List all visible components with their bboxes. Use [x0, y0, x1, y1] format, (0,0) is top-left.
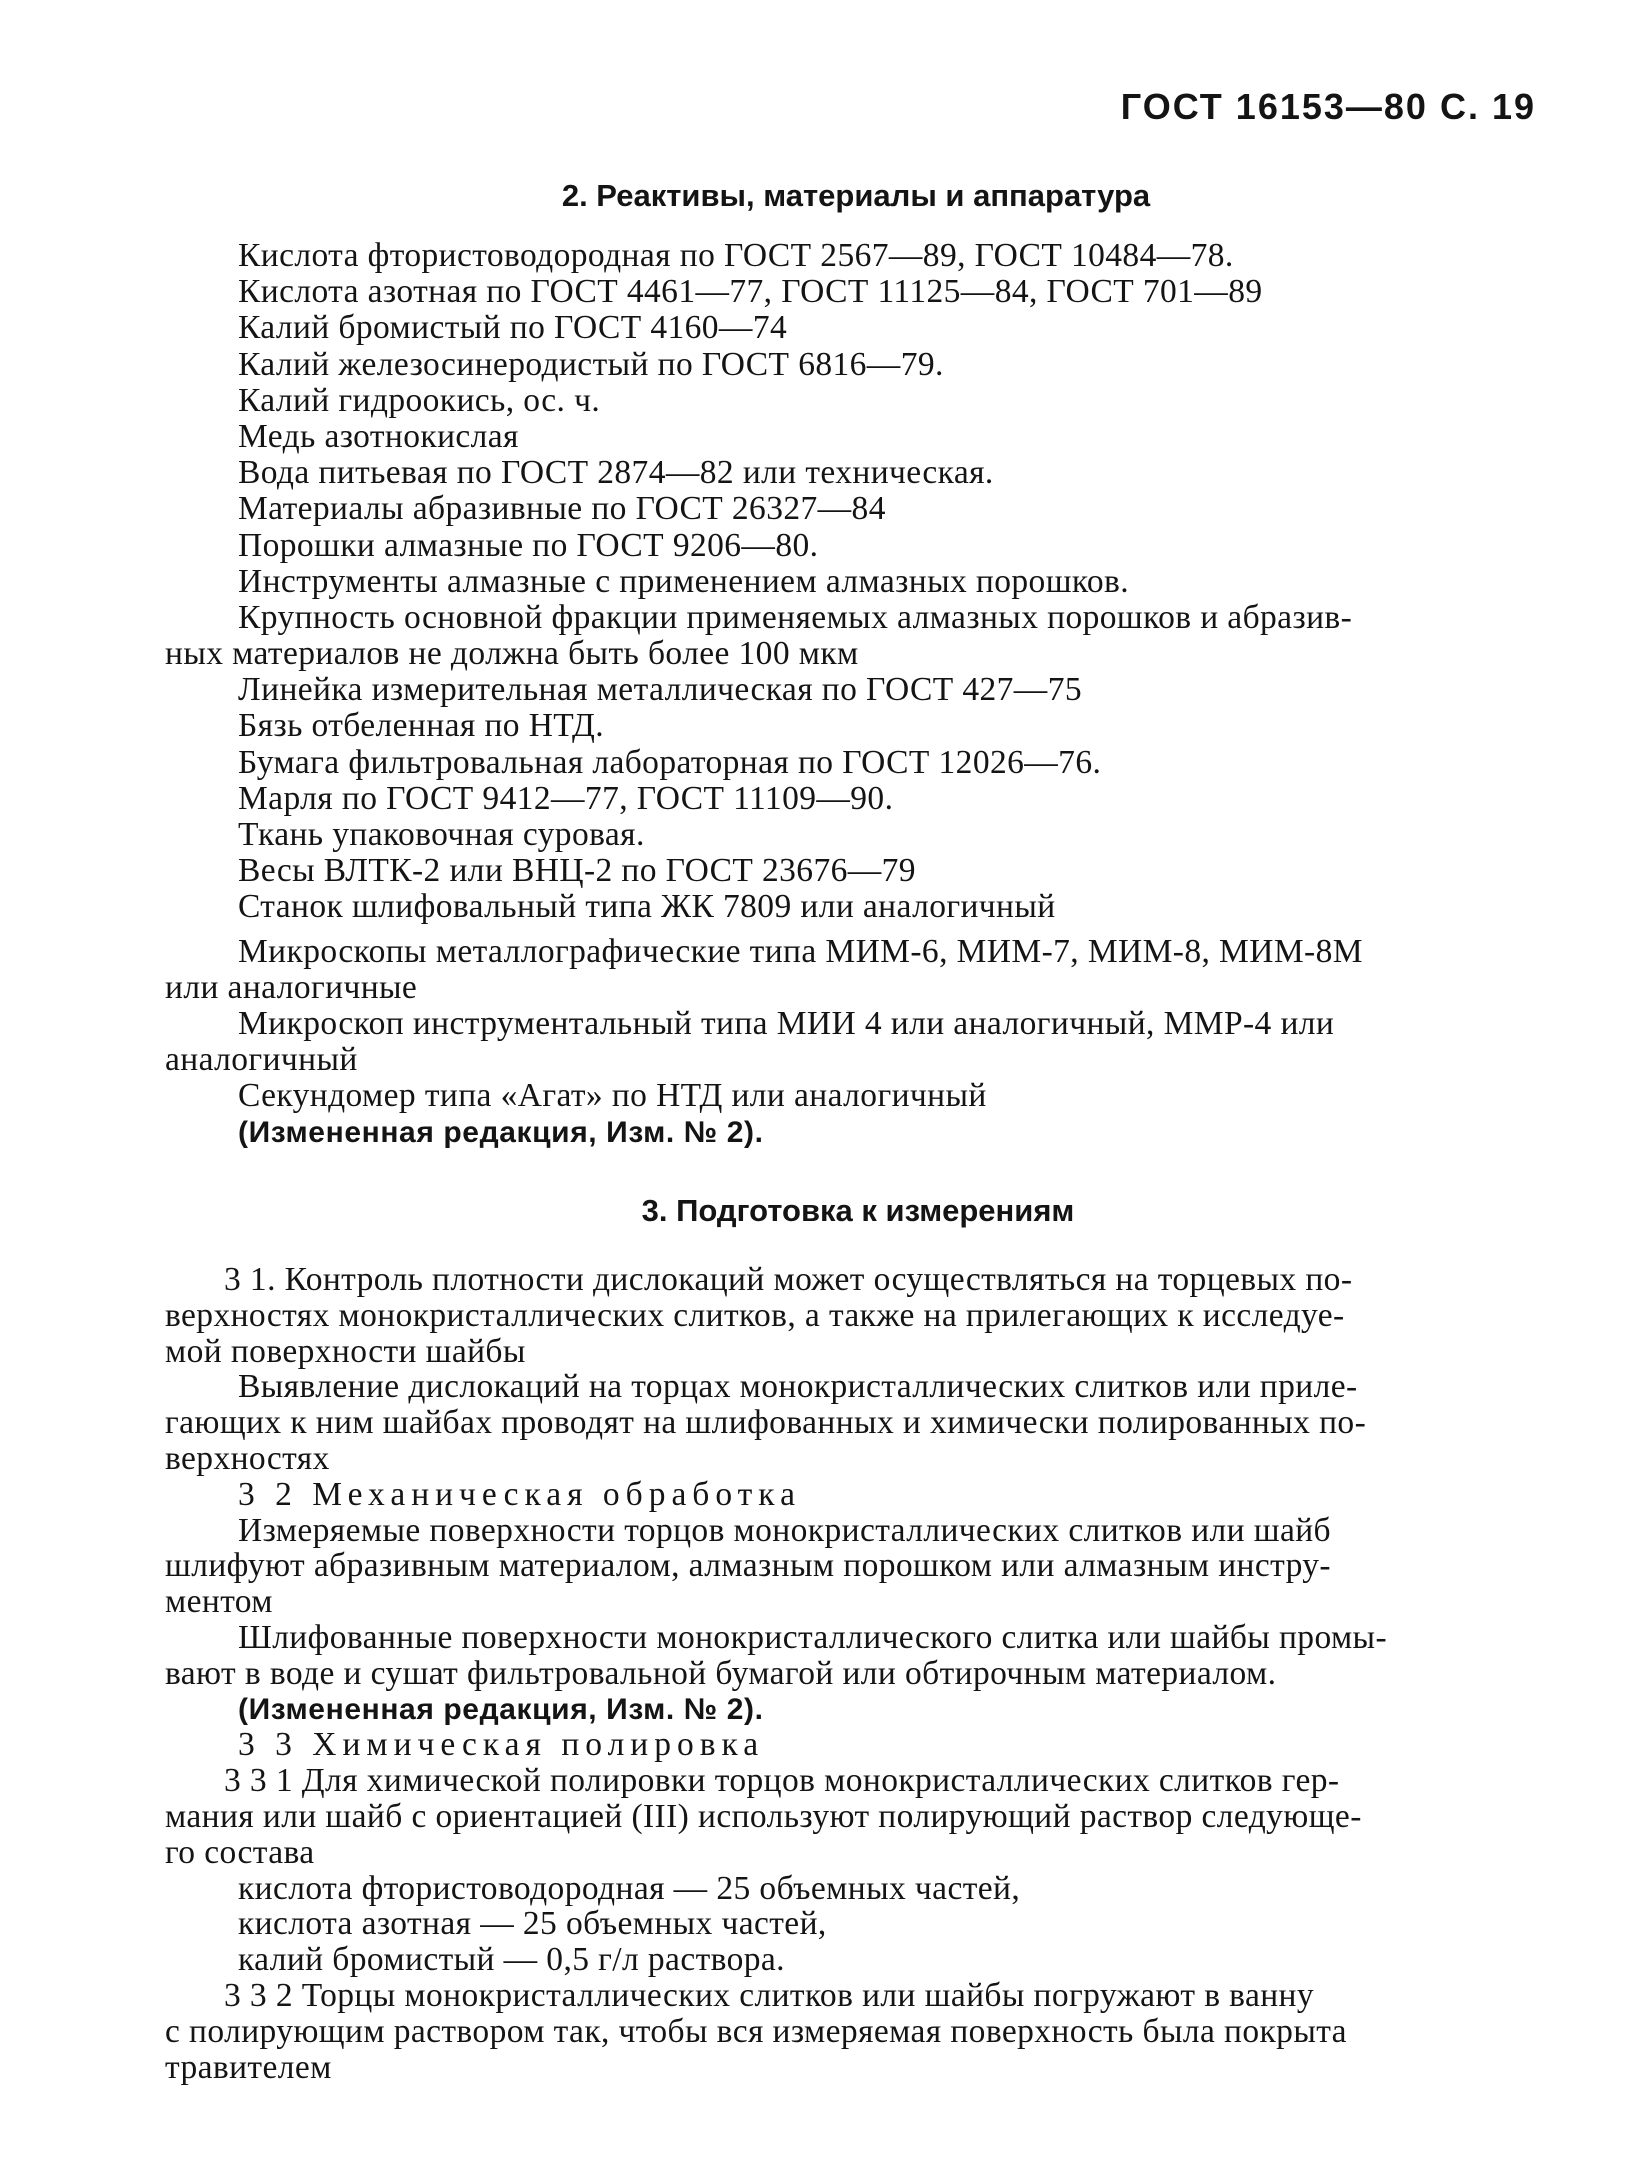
list-item: Кислота фтористоводородная по ГОСТ 2567—89, ГОСТ 10484—78. — [238, 237, 1234, 274]
list-item: Линейка измерительная металлическая по ГОСТ 427—75 — [238, 671, 1083, 709]
paragraph-3-2-line: шлифуют абразивным материалом, алмазным порошком или алмазным инстру- — [165, 1547, 1331, 1585]
list-item: Кислота азотная по ГОСТ 4461—77, ГОСТ 11125—84, ГОСТ 701—89 — [238, 273, 1263, 311]
section-3-title: 3. Подготовка к измерениям — [641, 1193, 1075, 1228]
section-3-body — [165, 1262, 1545, 2085]
list-item: Порошки алмазные по ГОСТ 9206—80. — [238, 526, 819, 564]
list-item: Инструменты алмазные с применением алмазных порошков. — [238, 562, 1130, 600]
page-header-standard: ГОСТ 16153—80 С. 19 — [1120, 86, 1536, 127]
list-item: Станок шлифовальный типа ЖК 7809 или аналогичный — [238, 888, 1056, 926]
list-item: Марля по ГОСТ 9412—77, ГОСТ 11109—90. — [238, 779, 894, 817]
paragraph-3-1-line: 3 1. Контроль плотности дислокаций может осуществляться на торцевых по- — [224, 1261, 1353, 1298]
list-item: Калий гидроокись, ос. ч. — [238, 381, 601, 419]
paragraph-3-3-2-line: 3 3 2 Торцы монокристаллических слитков или шайбы погружают в ванну — [224, 1976, 1315, 2014]
microscopes-line-1: Микроскопы металлографические типа МИМ-6, МИМ-7, МИМ-8, МИМ-8М — [238, 932, 1363, 970]
microscope-line-1: Микроскоп инструментальный типа МИИ 4 или аналогичный, ММР-4 или — [238, 1004, 1335, 1042]
microscopes-line-2: или аналогичные — [165, 968, 418, 1006]
composition-item: кислота азотная — 25 объемных частей, — [238, 1905, 827, 1943]
grain-size-line-2: ных материалов не должна быть более 100 мкм — [165, 635, 859, 673]
list-item: Ткань упаковочная суровая. — [238, 816, 645, 853]
paragraph-3-1b-line: Выявление дислокаций на торцах монокристаллических слитков или приле- — [238, 1368, 1358, 1406]
grain-size-line-1: Крупность основной фракции применяемых алмазных порошков и абразив- — [238, 598, 1353, 636]
paragraph-3-3-1-line: мания или шайб с ориентацией (III) используют полирующий раствор следующе- — [165, 1797, 1362, 1835]
list-item: Медь азотнокислая — [238, 417, 519, 455]
list-item: Бумага фильтровальная лабораторная по ГОСТ 12026—76. — [238, 743, 1102, 781]
stopwatch-item: Секундомер типа «Агат» по НТД или аналогичный — [238, 1077, 987, 1115]
paragraph-3-2b-line: Шлифованные поверхности монокристаллического слитка или шайбы промы- — [238, 1618, 1388, 1656]
heading-3-3: 3 3 Химическая полировка — [238, 1726, 765, 1764]
paragraph-3-3-1-line: го состава — [165, 1833, 315, 1871]
paragraph-3-3-2-line: травителем — [165, 2048, 332, 2086]
paragraph-3-3-2-line: с полирующим раствором так, чтобы вся измеряемая поверхность была покрыта — [165, 2012, 1347, 2050]
paragraph-3-2-line: ментом — [165, 1583, 273, 1621]
composition-item: кислота фтористоводородная — 25 объемных частей, — [238, 1869, 1021, 1907]
microscope-line-2: аналогичный — [165, 1041, 358, 1079]
list-item: Весы ВЛТК-2 или ВНЦ-2 по ГОСТ 23676—79 — [238, 852, 916, 890]
amendment-note: (Измененная редакция, Изм. № 2). — [238, 1692, 764, 1726]
section-2-title: 2. Реактивы, материалы и аппаратура — [561, 178, 1151, 213]
list-item: Вода питьевая по ГОСТ 2874—82 или техническая. — [238, 454, 994, 492]
list-item: Калий железосинеродистый по ГОСТ 6816—79. — [238, 345, 944, 383]
section-2-list — [165, 238, 1545, 1151]
heading-3-2: 3 2 Механическая обработка — [238, 1475, 801, 1513]
list-item: Калий бромистый по ГОСТ 4160—74 — [238, 309, 788, 347]
paragraph-3-1b-line: гающих к ним шайбах проводят на шлифованных и химически полированных по- — [165, 1404, 1367, 1442]
paragraph-3-1-line: верхностях монокристаллических слитков, а также на прилегающих к исследуе- — [165, 1296, 1345, 1334]
list-item: Бязь отбеленная по НТД. — [238, 707, 605, 745]
list-item: Материалы абразивные по ГОСТ 26327—84 — [238, 490, 886, 528]
paragraph-3-1b-line: верхностях — [165, 1439, 330, 1477]
paragraph-3-1-line: мой поверхности шайбы — [165, 1332, 526, 1370]
paragraph-3-3-1-line: 3 3 1 Для химической полировки торцов монокристаллических слитков гер- — [224, 1762, 1340, 1800]
amendment-note: (Измененная редакция, Изм. № 2). — [238, 1115, 764, 1149]
composition-item: калий бромистый — 0,5 г/л раствора. — [238, 1941, 785, 1979]
paragraph-3-2b-line: вают в воде и сушат фильтровальной бумагой или обтирочным материалом. — [165, 1654, 1277, 1692]
paragraph-3-2-line: Измеряемые поверхности торцов монокристаллических слитков или шайб — [238, 1511, 1331, 1549]
